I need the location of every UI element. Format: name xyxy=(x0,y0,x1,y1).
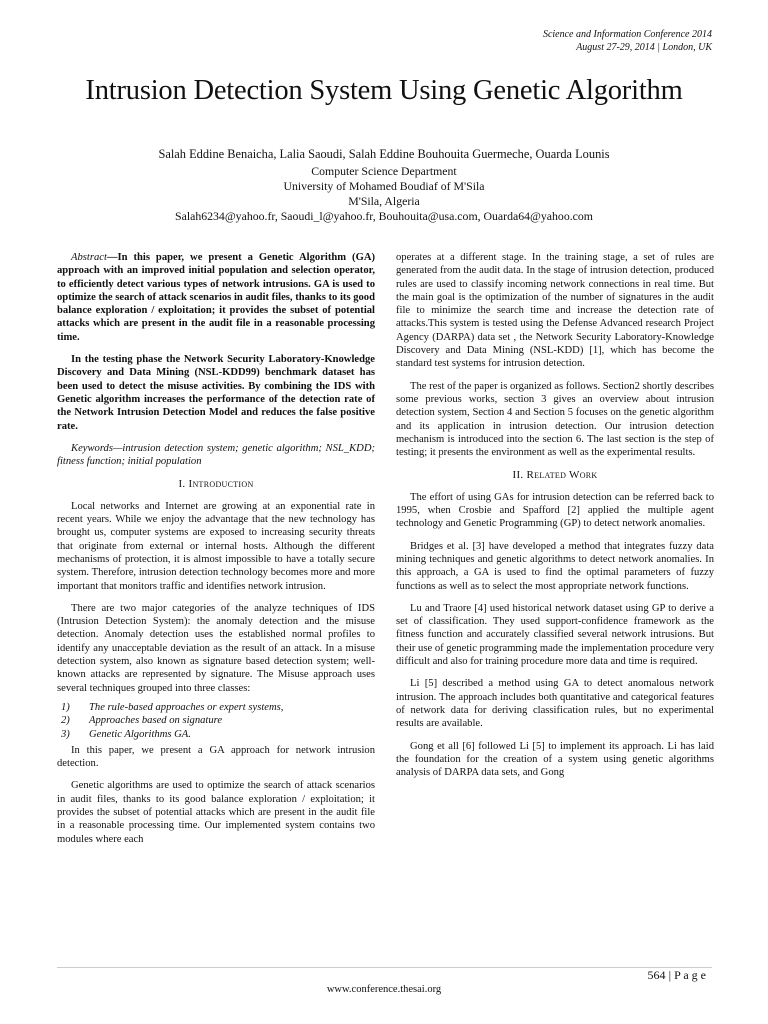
list-item-text: Genetic Algorithms GA. xyxy=(89,728,191,740)
conference-name: Science and Information Conference 2014 xyxy=(542,29,712,40)
list-item xyxy=(61,714,375,727)
authors: Salah Eddine Benaicha, Lalia Saoudi, Salah Eddine Bouhouita Guermeche, Ouarda Lounis xyxy=(158,147,610,161)
technique-list xyxy=(57,701,375,741)
section-heading-introduction: I. Introduction xyxy=(178,478,254,491)
intro-paragraph-6: The rest of the paper is organized as follows. Section2 shortly describes some previous works, section 3 gives an overview about intrusion detection system, Section 4 and Section 5 focuses on the genetic algorithm and its application in intrusion detection. Our intrusion detection mechanism is introduced into the section 6. The last section is the step of testing; it presents the environment as well as the experimental results. xyxy=(396,380,715,459)
affiliation xyxy=(0,164,768,224)
intro-paragraph-2: There are two major categories of the analyze techniques of IDS (Intrusion Detection System): the anomaly detection and the misuse detection. Anomaly detection uses the established normal profiles to identify any unacceptable deviation as the result of an attack. In a misuse detection system, also known as signature based detection system; well-known attacks are represented by signature. The Misuse approach uses several techniques grouped into three classes: xyxy=(57,602,375,694)
related-paragraph-3: Lu and Traore [4] used historical network dataset using GP to derive a set of classification. They used support-confidence framework as the fitness function and accurately classified several network intrusions. But their use of genetic programming made the implementation procedure very difficult and also for training procedure more data and time is required. xyxy=(396,602,714,668)
department: Computer Science Department xyxy=(311,164,457,178)
page-label: P a g e xyxy=(674,968,706,982)
list-item xyxy=(61,701,375,714)
list-item-number: 3) xyxy=(61,728,70,740)
footer-url: www.conference.thesai.org xyxy=(326,984,442,995)
abstract-label: Abstract xyxy=(71,252,107,263)
related-paragraph-2: Bridges et al. [3] have developed a method that integrates fuzzy data mining techniques and genetic algorithms to detect network anomalies. In this approach, a GA is used to find the optimal parameters of fuzzy functions as well as to select the most appropriate network functions. xyxy=(396,540,714,592)
footer-divider xyxy=(57,967,712,968)
page-number xyxy=(647,968,706,983)
paper-title: Intrusion Detection System Using Genetic Algorithm xyxy=(85,75,683,106)
conference-date-location: August 27-29, 2014 | London, UK xyxy=(576,42,712,53)
emails: Salah6234@yahoo.fr, Saoudi_l@yahoo.fr, Bouhouita@usa.com, Ouarda64@yahoo.com xyxy=(175,209,593,223)
list-item-text: The rule-based approaches or expert systems, xyxy=(89,701,284,713)
abstract-dash: — xyxy=(106,252,118,263)
intro-paragraph-5: operates at a different stage. In the training stage, a set of rules are generated from the audit data. In the stage of intrusion detection, produced rules are used to classify incoming network connections in real time. But the main goal is the optimization of the number of signatures in the audit file to minimize the search time and increase the detection rate of attacks.This system is tested using the Defense Advanced research Project Agency (DARPA) data set , the Network Security Laboratory-Knowledge Discovery and Data Mining (NSL-KDD) [1], which has become the standard test systems for intrusion detection. xyxy=(396,252,714,370)
abstract-paragraph-2: In the testing phase the Network Security Laboratory-Knowledge Discovery and Data Mining (NSL-KDD99) benchmark dataset has been used to detect the misuse activities. By combining the IDS with Genetic algorithm increases the performance of the detection rate of the Network Intrusion Detection Model and reduces the false positive rate. xyxy=(57,354,375,432)
related-paragraph-5: Gong et all [6] followed Li [5] to implement its approach. Li has laid the foundation for the creation of a system using genetic algorithms analysis of DARPA data sets, and Gong xyxy=(396,740,714,779)
related-paragraph-4: Li [5] described a method using GA to detect anomalous network intrusion. The approach includes both quantitative and categorical features of network data for deriving classification rules, but no experimental results are available. xyxy=(396,678,714,730)
section-heading-related-work: II. Related Work xyxy=(512,469,598,482)
intro-paragraph-4: Genetic algorithms are used to optimize the search of attack scenarios in audit files, thanks to its good balance exploration / exploitation; it provides the subset of potential attacks which are present in the audit file in a reasonable processing time. Our implemented system contains two modules where each xyxy=(57,780,375,845)
keywords xyxy=(57,442,375,469)
city: M'Sila, Algeria xyxy=(348,194,420,208)
keywords-text: intrusion detection system; genetic algorithm; NSL_KDD; fitness function; initial population xyxy=(57,442,375,468)
related-paragraph-1: The effort of using GAs for intrusion detection can be referred back to 1995, when Crosbie and Spafford [2] applied the multiple agent technology and Genetic Programming (GP) to detect network anomalies. xyxy=(396,491,714,530)
list-item xyxy=(61,728,375,741)
list-item-text: Approaches based on signature xyxy=(89,715,223,727)
intro-paragraph-1: Local networks and Internet are growing at an exponential rate in recent years. While we enjoy the advantage that the new technology has brought us, computer systems are exposed to increasing security threats that originate from external or internal hosts. Although the different mechanisms of protection, it is almost impossible to have a totally secure system. Therefore, intrusion detection technology becomes more and more important that monitors traffic and identifies network intrusion. xyxy=(57,500,375,592)
right-column xyxy=(396,251,714,788)
page-separator: | xyxy=(668,968,672,982)
left-column xyxy=(57,251,375,855)
abstract-paragraph-1 xyxy=(57,251,375,344)
list-item-number: 1) xyxy=(61,701,70,713)
keywords-label: Keywords— xyxy=(71,442,123,454)
abstract-text-1: In this paper, we present a Genetic Algorithm (GA) approach with an improved initial population and selection operator, to efficiently detect various types of network intrusions. GA is used to optimize the search of attack scenarios in audit files, thanks to its good balance exploration / exploitation; it provides the subset of potential attacks which are present in the audit file in a reasonable processing time. xyxy=(57,252,375,343)
list-item-number: 2) xyxy=(61,715,70,727)
conference-header xyxy=(543,28,712,54)
university: University of Mohamed Boudiaf of M'Sila xyxy=(283,179,485,193)
page-number-value: 564 xyxy=(647,968,666,982)
intro-paragraph-3: In this paper, we present a GA approach for network intrusion detection. xyxy=(57,744,375,770)
